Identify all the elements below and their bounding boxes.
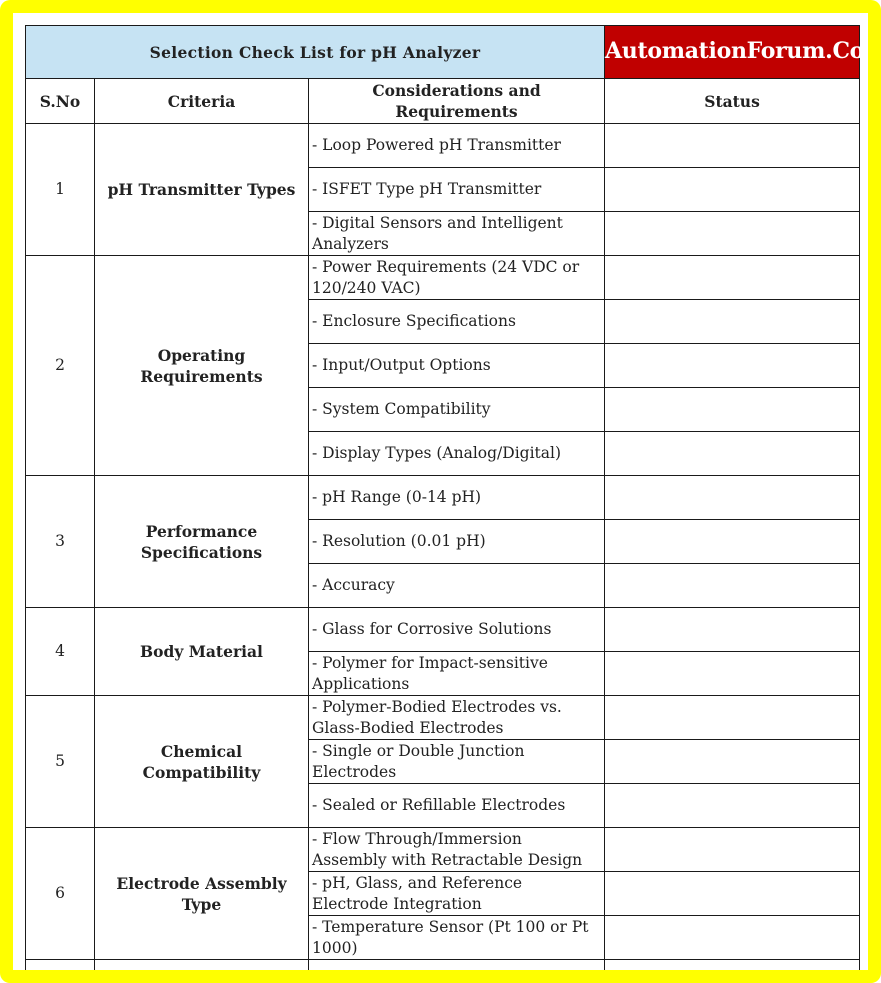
requirement-cell: - Glass for Corrosive Solutions <box>309 608 605 652</box>
serial-number: 4 <box>26 608 95 696</box>
serial-number: 6 <box>26 828 95 960</box>
serial-number: 1 <box>26 124 95 256</box>
requirement-cell: - ISFET Type pH Transmitter <box>309 168 605 212</box>
requirement-cell: - Sealed or Refillable Electrodes <box>309 784 605 828</box>
status-cell[interactable] <box>605 608 860 652</box>
serial-number: 2 <box>26 256 95 476</box>
criteria-cell: pH Transmitter Types <box>95 124 309 256</box>
requirement-cell: - Single or Double Junction Electrodes <box>309 740 605 784</box>
table-row <box>26 828 860 872</box>
column-header-criteria: Criteria <box>95 79 309 124</box>
requirement-cell: - Resolution (0.01 pH) <box>309 520 605 564</box>
status-cell[interactable] <box>605 740 860 784</box>
requirement-cell: - Power Requirements (24 VDC or 120/240 VAC) <box>309 256 605 300</box>
status-cell[interactable] <box>605 872 860 916</box>
table-row <box>26 696 860 740</box>
table-title: Selection Check List for pH Analyzer <box>26 26 605 79</box>
requirement-cell: - pH, Glass, and Reference Electrode Integration <box>309 872 605 916</box>
serial-number: 5 <box>26 696 95 828</box>
status-cell[interactable] <box>605 696 860 740</box>
checklist-table <box>25 25 865 970</box>
requirement-cell: - Display Types (Analog/Digital) <box>309 432 605 476</box>
requirement-cell: - Accuracy <box>309 564 605 608</box>
table-row <box>26 124 860 168</box>
status-cell[interactable] <box>605 344 860 388</box>
status-cell[interactable] <box>605 520 860 564</box>
table-row <box>26 476 860 520</box>
status-cell[interactable] <box>605 432 860 476</box>
requirement-cell: - pH Range (0-14 pH) <box>309 476 605 520</box>
table-row <box>26 608 860 652</box>
table-row <box>26 960 860 971</box>
requirement-cell: - Digital Sensors and Intelligent Analyzers <box>309 212 605 256</box>
empty-cell <box>26 960 95 971</box>
requirement-cell: - Polymer-Bodied Electrodes vs. Glass-Bodied Electrodes <box>309 696 605 740</box>
criteria-cell: Operating Requirements <box>95 256 309 476</box>
status-cell[interactable] <box>605 256 860 300</box>
status-cell[interactable] <box>605 960 860 971</box>
requirement-cell: - Temperature Sensor (Pt 100 or Pt 1000) <box>309 916 605 960</box>
requirement-cell: - Loop Powered pH Transmitter <box>309 124 605 168</box>
status-cell[interactable] <box>605 300 860 344</box>
criteria-cell: Electrode Assembly Type <box>95 828 309 960</box>
status-cell[interactable] <box>605 652 860 696</box>
criteria-cell: Chemical Compatibility <box>95 696 309 828</box>
empty-cell <box>309 960 605 971</box>
status-cell[interactable] <box>605 828 860 872</box>
status-cell[interactable] <box>605 564 860 608</box>
criteria-cell: Body Material <box>95 608 309 696</box>
requirement-cell: - Flow Through/Immersion Assembly with Retractable Design <box>309 828 605 872</box>
requirement-cell: - System Compatibility <box>309 388 605 432</box>
checklist-sheet <box>13 13 868 970</box>
status-cell[interactable] <box>605 916 860 960</box>
status-cell[interactable] <box>605 212 860 256</box>
brand-logo: AutomationForum.Co <box>605 37 865 64</box>
column-header-considerations: Considerations and Requirements <box>309 79 605 124</box>
criteria-cell: Performance Specifications <box>95 476 309 608</box>
requirement-cell: - Polymer for Impact-sensitive Applications <box>309 652 605 696</box>
empty-cell <box>95 960 309 971</box>
serial-number: 3 <box>26 476 95 608</box>
requirement-cell: - Enclosure Specifications <box>309 300 605 344</box>
table-row <box>26 256 860 300</box>
column-header-sno: S.No <box>26 79 95 124</box>
status-cell[interactable] <box>605 476 860 520</box>
status-cell[interactable] <box>605 124 860 168</box>
status-cell[interactable] <box>605 388 860 432</box>
column-header-status: Status <box>605 79 860 124</box>
brand-banner <box>605 26 865 79</box>
requirement-cell: - Input/Output Options <box>309 344 605 388</box>
status-cell[interactable] <box>605 168 860 212</box>
status-cell[interactable] <box>605 784 860 828</box>
